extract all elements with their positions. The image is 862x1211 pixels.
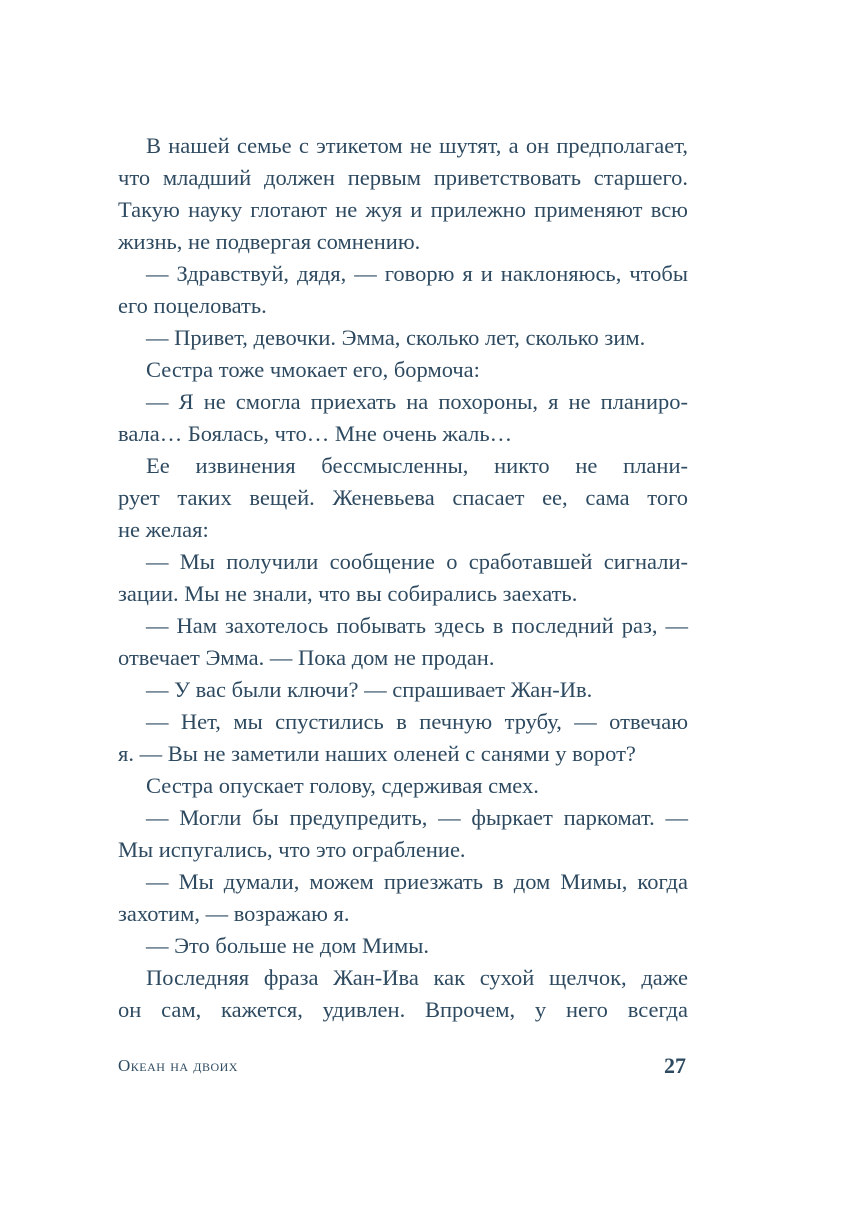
text-line: — Здравствуй, дядя, — говорю я и наклоняюсь, чтобы	[146, 261, 688, 286]
text-line: — Могли бы предупредить, — фыркает паркомат. —	[146, 805, 688, 830]
text-line: он сам, кажется, удивлен. Впрочем, у него всегда	[118, 997, 688, 1022]
text-line: Мы испугались, что это ограбление.	[118, 837, 466, 862]
text-line: — Я не смогла приехать на похороны, я не планиро-	[146, 389, 688, 414]
text-line: Сестра опускает голову, сдерживая смех.	[146, 773, 539, 798]
text-line: — Нет, мы спустились в печную трубу, — отвечаю	[146, 709, 688, 734]
text-line: — Привет, девочки. Эмма, сколько лет, сколько зим.	[146, 325, 646, 350]
text-line: жизнь, не подвергая сомнению.	[118, 229, 421, 254]
text-line: — Мы получили сообщение о сработавшей сигнали-	[146, 549, 688, 574]
text-line: отвечает Эмма. — Пока дом не продан.	[118, 645, 495, 670]
text-line: — У вас были ключи? — спрашивает Жан-Ив.	[146, 677, 593, 702]
text-line: — Нам захотелось побывать здесь в последний раз, —	[146, 613, 688, 638]
text-line: Сестра тоже чмокает его, бормоча:	[146, 357, 480, 382]
text-line: рует таких вещей. Женевьева спасает ее, сама того	[118, 485, 688, 510]
page-number: 27	[664, 1053, 686, 1078]
text-line: не желая:	[118, 517, 209, 542]
text-line: В нашей семье с этикетом не шутят, а он предполагает,	[146, 133, 688, 158]
text-line: — Это больше не дом Мимы.	[146, 933, 430, 958]
text-line: я. — Вы не заметили наших оленей с санями у ворот?	[118, 741, 636, 766]
text-line: Ее извинения бессмысленны, никто не плани-	[146, 453, 688, 478]
text-line: — Мы думали, можем приезжать в дом Мимы, когда	[146, 869, 688, 894]
running-footer-title: Океан на двоих	[118, 1056, 238, 1075]
text-line: зации. Мы не знали, что вы собирались заехать.	[118, 581, 578, 606]
text-line: его поцеловать.	[118, 293, 267, 318]
text-line: захотим, — возражаю я.	[118, 901, 350, 926]
text-line: Последняя фраза Жан-Ива как сухой щелчок, даже	[146, 965, 688, 990]
text-line: Такую науку глотают не жуя и прилежно применяют всю	[118, 197, 688, 222]
text-line: что младший должен первым приветствовать старшего.	[118, 165, 688, 190]
text-line: вала… Боялась, что… Мне очень жаль…	[118, 421, 513, 446]
